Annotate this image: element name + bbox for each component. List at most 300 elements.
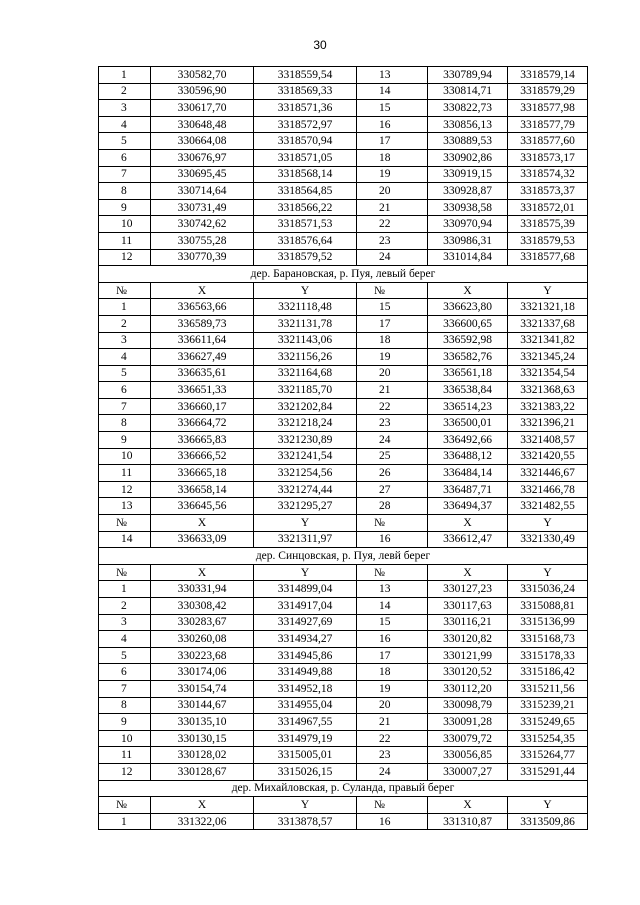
column-header-y: Y bbox=[254, 564, 357, 581]
point-number: 13 bbox=[357, 67, 428, 84]
table-row bbox=[99, 813, 588, 830]
y-coordinate: 3321131,78 bbox=[254, 315, 357, 332]
x-coordinate: 330664,08 bbox=[151, 133, 254, 150]
x-coordinate: 336633,09 bbox=[151, 531, 254, 548]
table-row bbox=[99, 216, 588, 233]
point-number: 7 bbox=[99, 166, 151, 183]
point-number: 6 bbox=[99, 149, 151, 166]
x-coordinate: 336484,14 bbox=[428, 465, 508, 482]
x-coordinate: 336514,23 bbox=[428, 398, 508, 415]
x-coordinate: 330582,70 bbox=[151, 67, 254, 84]
point-number: 2 bbox=[99, 598, 151, 615]
y-coordinate: 3318570,94 bbox=[254, 133, 357, 150]
column-header-num: № bbox=[99, 797, 151, 814]
y-coordinate: 3318577,60 bbox=[508, 133, 588, 150]
x-coordinate: 330174,06 bbox=[151, 664, 254, 681]
x-coordinate: 330742,62 bbox=[151, 216, 254, 233]
point-number: 16 bbox=[357, 531, 428, 548]
x-coordinate: 330128,67 bbox=[151, 763, 254, 780]
point-number: 4 bbox=[99, 116, 151, 133]
x-coordinate: 330128,02 bbox=[151, 747, 254, 764]
table-row bbox=[99, 432, 588, 449]
column-header-x: X bbox=[428, 564, 508, 581]
y-coordinate: 3315026,15 bbox=[254, 763, 357, 780]
point-number: 27 bbox=[357, 481, 428, 498]
point-number: 8 bbox=[99, 415, 151, 432]
point-number: 5 bbox=[99, 647, 151, 664]
y-coordinate: 3315036,24 bbox=[508, 581, 588, 598]
table-row bbox=[99, 315, 588, 332]
y-coordinate: 3318579,29 bbox=[508, 83, 588, 100]
y-coordinate: 3315088,81 bbox=[508, 598, 588, 615]
y-coordinate: 3314949,88 bbox=[254, 664, 357, 681]
x-coordinate: 330714,64 bbox=[151, 183, 254, 200]
point-number: 22 bbox=[357, 730, 428, 747]
point-number: 18 bbox=[357, 149, 428, 166]
point-number: 4 bbox=[99, 631, 151, 648]
x-coordinate: 330648,48 bbox=[151, 116, 254, 133]
point-number: 10 bbox=[99, 448, 151, 465]
x-coordinate: 331322,06 bbox=[151, 813, 254, 830]
point-number: 10 bbox=[99, 730, 151, 747]
x-coordinate: 336665,83 bbox=[151, 432, 254, 449]
y-coordinate: 3321408,57 bbox=[508, 432, 588, 449]
x-coordinate: 336563,66 bbox=[151, 299, 254, 316]
y-coordinate: 3321321,18 bbox=[508, 299, 588, 316]
table-row bbox=[99, 133, 588, 150]
table-row bbox=[99, 249, 588, 266]
column-header-x: X bbox=[428, 797, 508, 814]
section-title: дер. Михайловская, р. Суланда, правый берег bbox=[99, 780, 588, 797]
point-number: 1 bbox=[99, 67, 151, 84]
y-coordinate: 3321341,82 bbox=[508, 332, 588, 349]
point-number: 8 bbox=[99, 183, 151, 200]
y-coordinate: 3315186,42 bbox=[508, 664, 588, 681]
table-row bbox=[99, 83, 588, 100]
y-coordinate: 3321230,89 bbox=[254, 432, 357, 449]
x-coordinate: 336645,56 bbox=[151, 498, 254, 515]
x-coordinate: 336612,47 bbox=[428, 531, 508, 548]
table-row bbox=[99, 349, 588, 366]
y-coordinate: 3318579,14 bbox=[508, 67, 588, 84]
y-coordinate: 3315211,56 bbox=[508, 680, 588, 697]
table-row bbox=[99, 448, 588, 465]
x-coordinate: 330223,68 bbox=[151, 647, 254, 664]
y-coordinate: 3315178,33 bbox=[508, 647, 588, 664]
column-header-row bbox=[99, 282, 588, 299]
y-coordinate: 3321202,84 bbox=[254, 398, 357, 415]
y-coordinate: 3318571,36 bbox=[254, 100, 357, 117]
x-coordinate: 330260,08 bbox=[151, 631, 254, 648]
point-number: 16 bbox=[357, 116, 428, 133]
point-number: 3 bbox=[99, 614, 151, 631]
table-row bbox=[99, 697, 588, 714]
table-row bbox=[99, 680, 588, 697]
point-number: 9 bbox=[99, 199, 151, 216]
x-coordinate: 330130,15 bbox=[151, 730, 254, 747]
point-number: 14 bbox=[99, 531, 151, 548]
table-row bbox=[99, 481, 588, 498]
column-header-y: Y bbox=[254, 282, 357, 299]
y-coordinate: 3321164,68 bbox=[254, 365, 357, 382]
y-coordinate: 3321185,70 bbox=[254, 382, 357, 399]
column-header-y: Y bbox=[508, 515, 588, 532]
y-coordinate: 3314945,86 bbox=[254, 647, 357, 664]
point-number: 2 bbox=[99, 315, 151, 332]
point-number: 24 bbox=[357, 249, 428, 266]
y-coordinate: 3321383,22 bbox=[508, 398, 588, 415]
y-coordinate: 3321446,67 bbox=[508, 465, 588, 482]
y-coordinate: 3321368,63 bbox=[508, 382, 588, 399]
x-coordinate: 330902,86 bbox=[428, 149, 508, 166]
y-coordinate: 3318564,85 bbox=[254, 183, 357, 200]
column-header-y: Y bbox=[508, 282, 588, 299]
x-coordinate: 330617,70 bbox=[151, 100, 254, 117]
point-number: 19 bbox=[357, 349, 428, 366]
column-header-x: X bbox=[151, 564, 254, 581]
point-number: 16 bbox=[357, 631, 428, 648]
table-row bbox=[99, 581, 588, 598]
point-number: 23 bbox=[357, 747, 428, 764]
column-header-num: № bbox=[99, 564, 151, 581]
x-coordinate: 330814,71 bbox=[428, 83, 508, 100]
x-coordinate: 330283,67 bbox=[151, 614, 254, 631]
y-coordinate: 3318577,98 bbox=[508, 100, 588, 117]
x-coordinate: 330331,94 bbox=[151, 581, 254, 598]
x-coordinate: 330098,79 bbox=[428, 697, 508, 714]
y-coordinate: 3318577,68 bbox=[508, 249, 588, 266]
page-number: 30 bbox=[313, 38, 327, 52]
y-coordinate: 3318569,33 bbox=[254, 83, 357, 100]
point-number: 20 bbox=[357, 365, 428, 382]
y-coordinate: 3318571,05 bbox=[254, 149, 357, 166]
y-coordinate: 3321143,06 bbox=[254, 332, 357, 349]
point-number: 20 bbox=[357, 183, 428, 200]
table-row bbox=[99, 299, 588, 316]
y-coordinate: 3314934,27 bbox=[254, 631, 357, 648]
table-row bbox=[99, 232, 588, 249]
table-row bbox=[99, 398, 588, 415]
y-coordinate: 3321218,24 bbox=[254, 415, 357, 432]
point-number: 25 bbox=[357, 448, 428, 465]
point-number: 10 bbox=[99, 216, 151, 233]
x-coordinate: 330144,67 bbox=[151, 697, 254, 714]
column-header-num: № bbox=[357, 564, 428, 581]
column-header-num: № bbox=[99, 515, 151, 532]
point-number: 17 bbox=[357, 315, 428, 332]
point-number: 23 bbox=[357, 232, 428, 249]
y-coordinate: 3314979,19 bbox=[254, 730, 357, 747]
point-number: 1 bbox=[99, 813, 151, 830]
point-number: 20 bbox=[357, 697, 428, 714]
point-number: 21 bbox=[357, 199, 428, 216]
x-coordinate: 336665,18 bbox=[151, 465, 254, 482]
x-coordinate: 336500,01 bbox=[428, 415, 508, 432]
point-number: 2 bbox=[99, 83, 151, 100]
point-number: 22 bbox=[357, 216, 428, 233]
column-header-num: № bbox=[357, 282, 428, 299]
x-coordinate: 330731,49 bbox=[151, 199, 254, 216]
y-coordinate: 3315249,65 bbox=[508, 714, 588, 731]
point-number: 9 bbox=[99, 714, 151, 731]
table-row bbox=[99, 100, 588, 117]
point-number: 6 bbox=[99, 664, 151, 681]
x-coordinate: 330938,58 bbox=[428, 199, 508, 216]
y-coordinate: 3321354,54 bbox=[508, 365, 588, 382]
x-coordinate: 336538,84 bbox=[428, 382, 508, 399]
x-coordinate: 330596,90 bbox=[151, 83, 254, 100]
x-coordinate: 330789,94 bbox=[428, 67, 508, 84]
point-number: 6 bbox=[99, 382, 151, 399]
table-row bbox=[99, 382, 588, 399]
x-coordinate: 330116,21 bbox=[428, 614, 508, 631]
table-row bbox=[99, 664, 588, 681]
table-row bbox=[99, 714, 588, 731]
table-row bbox=[99, 498, 588, 515]
table-row bbox=[99, 531, 588, 548]
y-coordinate: 3321482,55 bbox=[508, 498, 588, 515]
point-number: 7 bbox=[99, 398, 151, 415]
y-coordinate: 3318573,37 bbox=[508, 183, 588, 200]
point-number: 13 bbox=[99, 498, 151, 515]
column-header-x: X bbox=[151, 797, 254, 814]
table-row bbox=[99, 631, 588, 648]
point-number: 15 bbox=[357, 299, 428, 316]
x-coordinate: 330079,72 bbox=[428, 730, 508, 747]
point-number: 11 bbox=[99, 747, 151, 764]
x-coordinate: 336658,14 bbox=[151, 481, 254, 498]
y-coordinate: 3318577,79 bbox=[508, 116, 588, 133]
y-coordinate: 3318573,17 bbox=[508, 149, 588, 166]
y-coordinate: 3321311,97 bbox=[254, 531, 357, 548]
point-number: 21 bbox=[357, 382, 428, 399]
column-header-y: Y bbox=[508, 797, 588, 814]
x-coordinate: 330135,10 bbox=[151, 714, 254, 731]
x-coordinate: 336494,37 bbox=[428, 498, 508, 515]
y-coordinate: 3314952,18 bbox=[254, 680, 357, 697]
table-row bbox=[99, 647, 588, 664]
table-row bbox=[99, 116, 588, 133]
table-row bbox=[99, 730, 588, 747]
point-number: 24 bbox=[357, 763, 428, 780]
column-header-y: Y bbox=[254, 515, 357, 532]
y-coordinate: 3321156,26 bbox=[254, 349, 357, 366]
y-coordinate: 3318579,52 bbox=[254, 249, 357, 266]
point-number: 9 bbox=[99, 432, 151, 449]
x-coordinate: 336627,49 bbox=[151, 349, 254, 366]
y-coordinate: 3313509,86 bbox=[508, 813, 588, 830]
point-number: 8 bbox=[99, 697, 151, 714]
coordinates-table-body bbox=[99, 67, 588, 830]
y-coordinate: 3321420,55 bbox=[508, 448, 588, 465]
x-coordinate: 336589,73 bbox=[151, 315, 254, 332]
x-coordinate: 330889,53 bbox=[428, 133, 508, 150]
y-coordinate: 3321274,44 bbox=[254, 481, 357, 498]
column-header-num: № bbox=[357, 797, 428, 814]
y-coordinate: 3318575,39 bbox=[508, 216, 588, 233]
table-row bbox=[99, 67, 588, 84]
point-number: 28 bbox=[357, 498, 428, 515]
y-coordinate: 3318579,53 bbox=[508, 232, 588, 249]
point-number: 19 bbox=[357, 166, 428, 183]
y-coordinate: 3318572,97 bbox=[254, 116, 357, 133]
x-coordinate: 336664,72 bbox=[151, 415, 254, 432]
y-coordinate: 3314955,04 bbox=[254, 697, 357, 714]
x-coordinate: 330112,20 bbox=[428, 680, 508, 697]
table-row bbox=[99, 365, 588, 382]
column-header-y: Y bbox=[254, 797, 357, 814]
table-row bbox=[99, 332, 588, 349]
y-coordinate: 3315136,99 bbox=[508, 614, 588, 631]
section-title: дер. Барановская, р. Пуя, левый берег bbox=[99, 266, 588, 283]
x-coordinate: 330986,31 bbox=[428, 232, 508, 249]
point-number: 21 bbox=[357, 714, 428, 731]
x-coordinate: 330056,85 bbox=[428, 747, 508, 764]
y-coordinate: 3315254,35 bbox=[508, 730, 588, 747]
column-header-row bbox=[99, 515, 588, 532]
y-coordinate: 3318574,32 bbox=[508, 166, 588, 183]
x-coordinate: 330007,27 bbox=[428, 763, 508, 780]
x-coordinate: 336600,65 bbox=[428, 315, 508, 332]
point-number: 17 bbox=[357, 133, 428, 150]
table-row bbox=[99, 465, 588, 482]
point-number: 18 bbox=[357, 664, 428, 681]
y-coordinate: 3315239,21 bbox=[508, 697, 588, 714]
column-header-num: № bbox=[99, 282, 151, 299]
y-coordinate: 3321330,49 bbox=[508, 531, 588, 548]
point-number: 14 bbox=[357, 83, 428, 100]
x-coordinate: 330308,42 bbox=[151, 598, 254, 615]
column-header-row bbox=[99, 564, 588, 581]
point-number: 5 bbox=[99, 133, 151, 150]
y-coordinate: 3321241,54 bbox=[254, 448, 357, 465]
column-header-x: X bbox=[428, 515, 508, 532]
x-coordinate: 336487,71 bbox=[428, 481, 508, 498]
y-coordinate: 3321466,78 bbox=[508, 481, 588, 498]
point-number: 3 bbox=[99, 332, 151, 349]
section-title-row bbox=[99, 266, 588, 283]
point-number: 7 bbox=[99, 680, 151, 697]
y-coordinate: 3321295,27 bbox=[254, 498, 357, 515]
x-coordinate: 336666,52 bbox=[151, 448, 254, 465]
point-number: 1 bbox=[99, 581, 151, 598]
table-row bbox=[99, 183, 588, 200]
y-coordinate: 3315264,77 bbox=[508, 747, 588, 764]
x-coordinate: 330120,82 bbox=[428, 631, 508, 648]
point-number: 15 bbox=[357, 100, 428, 117]
point-number: 19 bbox=[357, 680, 428, 697]
table-row bbox=[99, 614, 588, 631]
x-coordinate: 336623,80 bbox=[428, 299, 508, 316]
table-row bbox=[99, 149, 588, 166]
x-coordinate: 331310,87 bbox=[428, 813, 508, 830]
table-row bbox=[99, 415, 588, 432]
x-coordinate: 330154,74 bbox=[151, 680, 254, 697]
y-coordinate: 3314927,69 bbox=[254, 614, 357, 631]
x-coordinate: 330127,23 bbox=[428, 581, 508, 598]
x-coordinate: 336635,61 bbox=[151, 365, 254, 382]
y-coordinate: 3315291,44 bbox=[508, 763, 588, 780]
x-coordinate: 330120,52 bbox=[428, 664, 508, 681]
point-number: 5 bbox=[99, 365, 151, 382]
point-number: 15 bbox=[357, 614, 428, 631]
y-coordinate: 3318566,22 bbox=[254, 199, 357, 216]
point-number: 12 bbox=[99, 249, 151, 266]
point-number: 16 bbox=[357, 813, 428, 830]
point-number: 1 bbox=[99, 299, 151, 316]
point-number: 11 bbox=[99, 232, 151, 249]
column-header-x: X bbox=[428, 282, 508, 299]
y-coordinate: 3318576,64 bbox=[254, 232, 357, 249]
x-coordinate: 336492,66 bbox=[428, 432, 508, 449]
y-coordinate: 3321118,48 bbox=[254, 299, 357, 316]
table-row bbox=[99, 763, 588, 780]
x-coordinate: 336488,12 bbox=[428, 448, 508, 465]
table-row bbox=[99, 747, 588, 764]
point-number: 24 bbox=[357, 432, 428, 449]
y-coordinate: 3314917,04 bbox=[254, 598, 357, 615]
column-header-y: Y bbox=[508, 564, 588, 581]
y-coordinate: 3314967,55 bbox=[254, 714, 357, 731]
y-coordinate: 3321254,56 bbox=[254, 465, 357, 482]
x-coordinate: 336582,76 bbox=[428, 349, 508, 366]
y-coordinate: 3315168,73 bbox=[508, 631, 588, 648]
x-coordinate: 330928,87 bbox=[428, 183, 508, 200]
point-number: 12 bbox=[99, 763, 151, 780]
y-coordinate: 3315005,01 bbox=[254, 747, 357, 764]
x-coordinate: 330755,28 bbox=[151, 232, 254, 249]
column-header-x: X bbox=[151, 282, 254, 299]
y-coordinate: 3318571,53 bbox=[254, 216, 357, 233]
column-header-x: X bbox=[151, 515, 254, 532]
table-row bbox=[99, 598, 588, 615]
y-coordinate: 3321345,24 bbox=[508, 349, 588, 366]
x-coordinate: 330695,45 bbox=[151, 166, 254, 183]
table-row bbox=[99, 199, 588, 216]
section-title-row bbox=[99, 548, 588, 565]
column-header-num: № bbox=[357, 515, 428, 532]
x-coordinate: 330091,28 bbox=[428, 714, 508, 731]
x-coordinate: 330676,97 bbox=[151, 149, 254, 166]
point-number: 13 bbox=[357, 581, 428, 598]
point-number: 4 bbox=[99, 349, 151, 366]
x-coordinate: 336592,98 bbox=[428, 332, 508, 349]
x-coordinate: 330970,94 bbox=[428, 216, 508, 233]
table-row bbox=[99, 166, 588, 183]
point-number: 26 bbox=[357, 465, 428, 482]
y-coordinate: 3318568,14 bbox=[254, 166, 357, 183]
x-coordinate: 330770,39 bbox=[151, 249, 254, 266]
x-coordinate: 336660,17 bbox=[151, 398, 254, 415]
coordinates-table bbox=[98, 66, 588, 830]
point-number: 3 bbox=[99, 100, 151, 117]
point-number: 11 bbox=[99, 465, 151, 482]
x-coordinate: 336651,33 bbox=[151, 382, 254, 399]
y-coordinate: 3314899,04 bbox=[254, 581, 357, 598]
point-number: 18 bbox=[357, 332, 428, 349]
x-coordinate: 330121,99 bbox=[428, 647, 508, 664]
point-number: 23 bbox=[357, 415, 428, 432]
y-coordinate: 3318559,54 bbox=[254, 67, 357, 84]
y-coordinate: 3321396,21 bbox=[508, 415, 588, 432]
point-number: 14 bbox=[357, 598, 428, 615]
y-coordinate: 3318572,01 bbox=[508, 199, 588, 216]
x-coordinate: 331014,84 bbox=[428, 249, 508, 266]
x-coordinate: 336561,18 bbox=[428, 365, 508, 382]
column-header-row bbox=[99, 797, 588, 814]
x-coordinate: 330856,13 bbox=[428, 116, 508, 133]
point-number: 12 bbox=[99, 481, 151, 498]
